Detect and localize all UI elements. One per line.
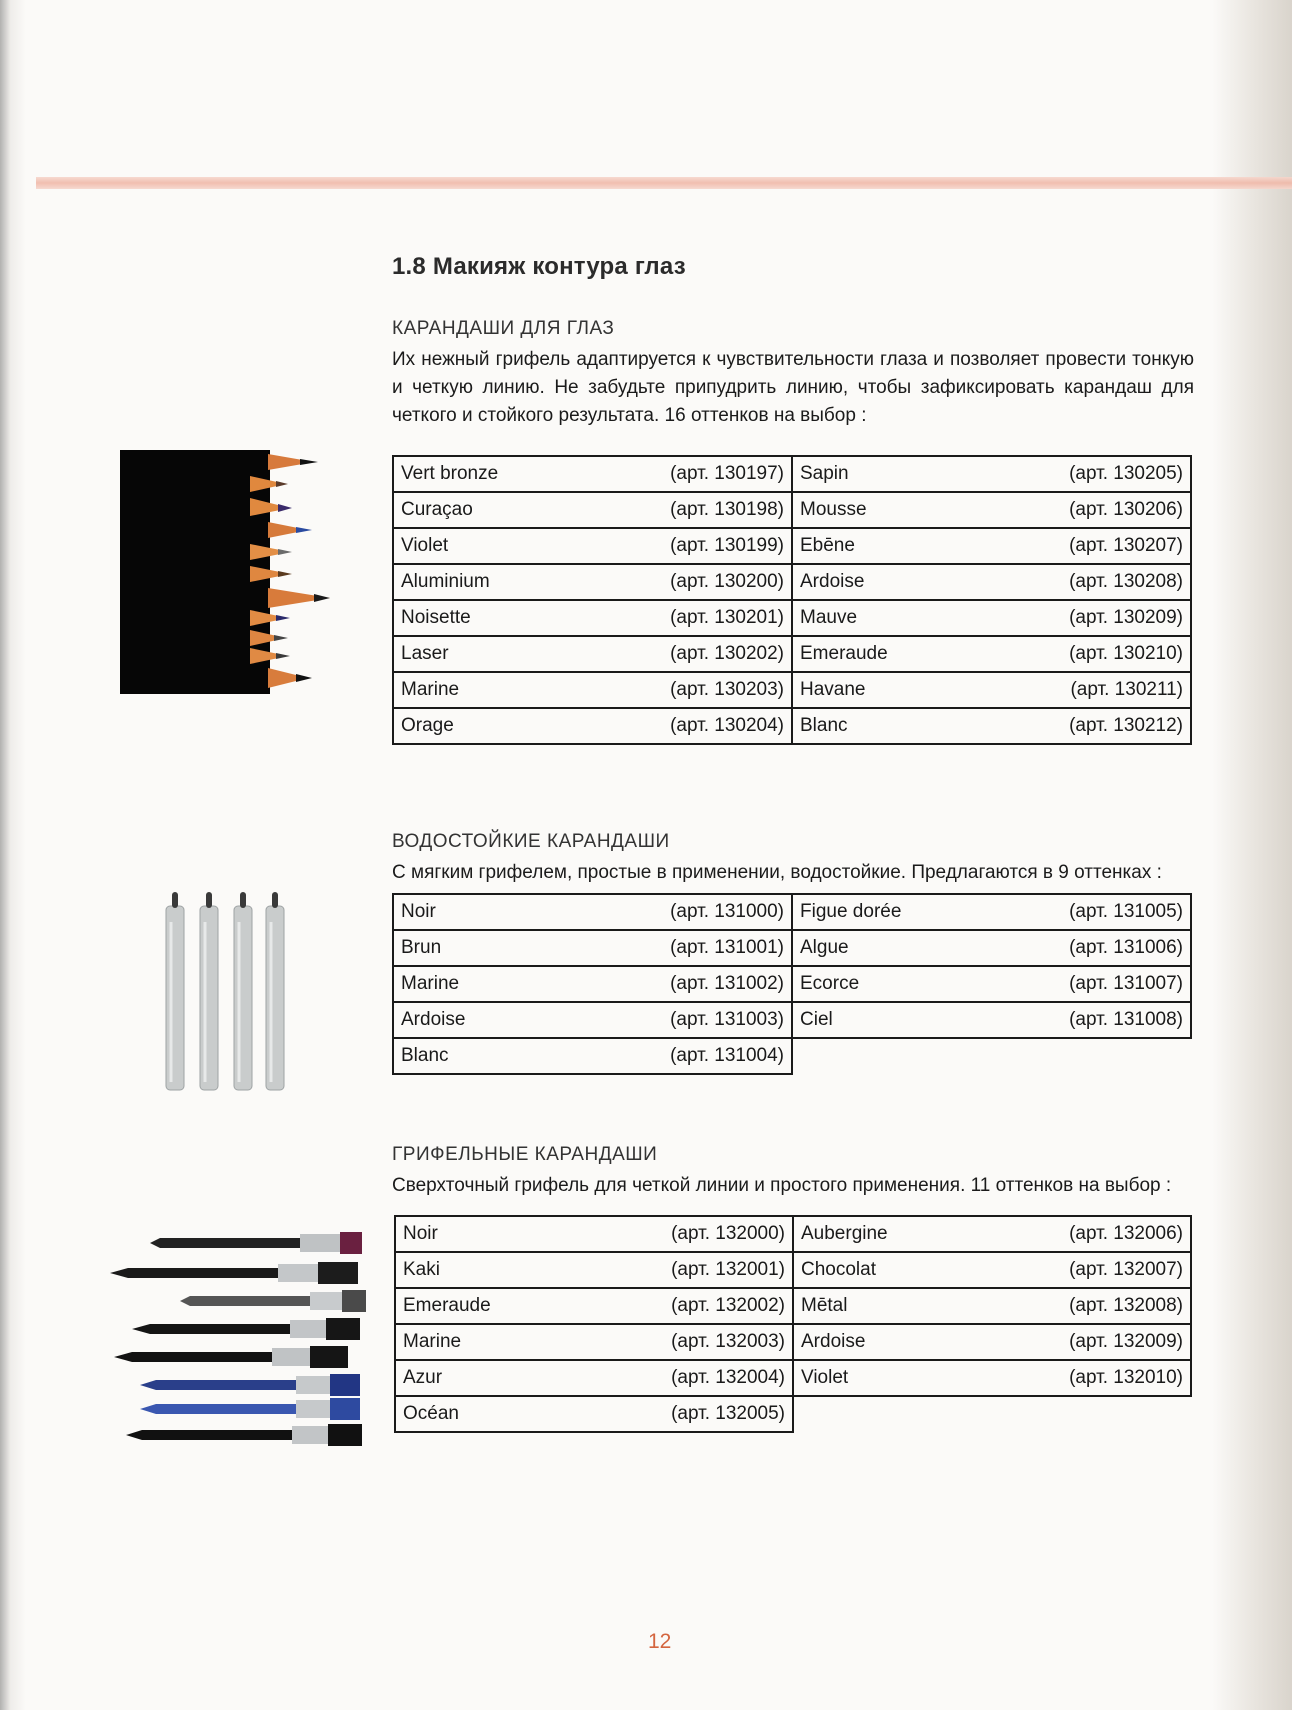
article-number: (арт. 131002)	[670, 973, 784, 994]
eye-pencils-photo	[118, 448, 330, 698]
product-cell	[792, 564, 1191, 600]
article-number: (арт. 132000)	[671, 1223, 785, 1244]
article-number: (арт. 132001)	[671, 1259, 785, 1280]
waterproof-pencils-heading: ВОДОСТОЙКИЕ КАРАНДАШИ	[392, 831, 670, 852]
table-row	[395, 1252, 1191, 1288]
table-row	[393, 600, 1191, 636]
shade-name: Noir	[403, 1223, 438, 1244]
table-row	[395, 1360, 1191, 1396]
shade-name: Mauve	[800, 607, 858, 628]
product-cell	[393, 930, 792, 966]
shade-name: Figue dorée	[800, 901, 902, 922]
product-cell	[792, 672, 1191, 708]
product-cell	[393, 708, 792, 744]
article-number: (арт. 132006)	[1069, 1223, 1183, 1244]
shade-name: Violet	[801, 1367, 849, 1388]
product-cell	[393, 600, 792, 636]
shade-name: Blanc	[800, 715, 848, 736]
header-rule	[36, 177, 1292, 189]
article-number: (арт. 131003)	[670, 1009, 784, 1030]
lead-pencils-heading: ГРИФЕЛЬНЫЕ КАРАНДАШИ	[392, 1144, 658, 1165]
shade-name: Ecorce	[800, 973, 860, 994]
product-cell	[792, 492, 1191, 528]
table-row	[395, 1288, 1191, 1324]
table-row	[395, 1324, 1191, 1360]
lead-pencils-table	[394, 1215, 1192, 1433]
shade-name: Kaki	[403, 1259, 440, 1280]
table-row	[393, 636, 1191, 672]
product-cell	[395, 1324, 793, 1360]
shade-name: Ardoise	[800, 571, 865, 592]
article-number: (арт. 131000)	[670, 901, 784, 922]
shade-name: Orage	[401, 715, 454, 736]
shade-name: Ebēne	[800, 535, 855, 556]
article-number: (арт. 131006)	[1069, 937, 1183, 958]
shade-name: Emeraude	[403, 1295, 491, 1316]
product-cell	[793, 1288, 1191, 1324]
shade-name: Emeraude	[800, 643, 888, 664]
product-cell	[792, 894, 1191, 930]
article-number: (арт. 130209)	[1069, 607, 1183, 628]
article-number: (арт. 132009)	[1069, 1331, 1183, 1352]
shade-name: Aubergine	[801, 1223, 888, 1244]
shade-name: Curaçao	[401, 499, 473, 520]
shade-name: Vert bronze	[401, 463, 499, 484]
shade-name: Blanc	[401, 1045, 449, 1066]
product-cell	[792, 636, 1191, 672]
article-number: (арт. 132004)	[671, 1367, 785, 1388]
product-cell	[792, 528, 1191, 564]
shade-name: Mētal	[801, 1295, 848, 1316]
table-row	[393, 456, 1191, 492]
empty-cell	[792, 1038, 1191, 1074]
article-number: (арт. 130206)	[1069, 499, 1183, 520]
article-number: (арт. 130201)	[670, 607, 784, 628]
table-row	[393, 1002, 1191, 1038]
product-cell	[393, 492, 792, 528]
shade-name: Algue	[800, 937, 849, 958]
article-number: (арт. 130208)	[1069, 571, 1183, 592]
article-number: (арт. 130207)	[1069, 535, 1183, 556]
table-row	[393, 492, 1191, 528]
page-number: 12	[648, 1630, 672, 1653]
table-row	[393, 930, 1191, 966]
eye-pencils-description: Их нежный грифель адаптируется к чувствительности глаза и позволяет провести тонкую и четкую линию. Не забудьте припудрить линию, чтобы зафиксировать карандаш для четкого и стойкого результата. 16 оттенков на выбор :	[392, 349, 1194, 426]
lead-pencils-photo	[110, 1228, 366, 1458]
table-row	[393, 966, 1191, 1002]
shade-name: Sapin	[800, 463, 849, 484]
table-row	[393, 528, 1191, 564]
product-cell	[395, 1252, 793, 1288]
article-number: (арт. 132008)	[1069, 1295, 1183, 1316]
page-fold-shadow-right	[1212, 0, 1292, 1710]
product-cell	[395, 1396, 793, 1432]
shade-name: Noisette	[401, 607, 471, 628]
shade-name: Mousse	[800, 499, 867, 520]
empty-cell	[793, 1396, 1191, 1432]
shade-name: Marine	[401, 973, 460, 994]
article-number: (арт. 130199)	[670, 535, 784, 556]
shade-name: Marine	[403, 1331, 462, 1352]
article-number: (арт. 132007)	[1069, 1259, 1183, 1280]
product-cell	[393, 966, 792, 1002]
eye-pencils-heading: КАРАНДАШИ ДЛЯ ГЛАЗ	[392, 318, 615, 339]
shade-name: Azur	[403, 1367, 443, 1388]
article-number: (арт. 131004)	[670, 1045, 784, 1066]
article-number: (арт. 132003)	[671, 1331, 785, 1352]
product-cell	[393, 1038, 792, 1074]
table-row	[395, 1396, 1191, 1432]
table-row	[393, 894, 1191, 930]
article-number: (арт. 130198)	[670, 499, 784, 520]
waterproof-pencils-photo	[160, 892, 290, 1092]
product-cell	[393, 456, 792, 492]
article-number: (арт. 130205)	[1069, 463, 1183, 484]
article-number: (арт. 132010)	[1069, 1367, 1183, 1388]
product-cell	[395, 1360, 793, 1396]
product-cell	[393, 672, 792, 708]
table-row	[393, 564, 1191, 600]
table-row	[393, 708, 1191, 744]
product-cell	[393, 1002, 792, 1038]
article-number: (арт. 130204)	[670, 715, 784, 736]
product-cell	[395, 1216, 793, 1252]
page-edge-shadow-left	[0, 0, 26, 1710]
table-row	[393, 672, 1191, 708]
shade-name: Océan	[403, 1403, 459, 1424]
shade-name: Chocolat	[801, 1259, 876, 1280]
lead-pencils-description: Сверхточный грифель для четкой линии и простого применения. 11 оттенков на выбор :	[392, 1175, 1172, 1196]
shade-name: Laser	[401, 643, 449, 664]
article-number: (арт. 131005)	[1069, 901, 1183, 922]
article-number: (арт. 130203)	[670, 679, 784, 700]
article-number: (арт. 132002)	[671, 1295, 785, 1316]
product-cell	[393, 894, 792, 930]
section-title: 1.8 Макияж контура глаз	[392, 253, 686, 280]
product-cell	[792, 1002, 1191, 1038]
article-number: (арт. 131007)	[1069, 973, 1183, 994]
article-number: (арт. 130212)	[1069, 715, 1183, 736]
shade-name: Ciel	[800, 1009, 833, 1030]
article-number: (арт. 130200)	[670, 571, 784, 592]
product-cell	[793, 1216, 1191, 1252]
waterproof-pencils-description: С мягким грифелем, простые в применении, водостойкие. Предлагаются в 9 оттенках :	[392, 862, 1162, 883]
product-cell	[793, 1360, 1191, 1396]
product-cell	[393, 636, 792, 672]
product-cell	[393, 528, 792, 564]
article-number: (арт. 131008)	[1069, 1009, 1183, 1030]
article-number: (арт. 130211)	[1070, 679, 1183, 700]
eye-pencils-table	[392, 455, 1192, 745]
article-number: (арт. 132005)	[671, 1403, 785, 1424]
shade-name: Ardoise	[801, 1331, 866, 1352]
shade-name: Marine	[401, 679, 460, 700]
article-number: (арт. 130202)	[670, 643, 784, 664]
product-cell	[393, 564, 792, 600]
shade-name: Ardoise	[401, 1009, 466, 1030]
shade-name: Brun	[401, 937, 442, 958]
shade-name: Noir	[401, 901, 436, 922]
product-cell	[793, 1252, 1191, 1288]
product-cell	[792, 456, 1191, 492]
product-cell	[395, 1288, 793, 1324]
product-cell	[792, 600, 1191, 636]
product-cell	[792, 708, 1191, 744]
product-cell	[792, 930, 1191, 966]
article-number: (арт. 130197)	[670, 463, 784, 484]
shade-name: Havane	[800, 679, 866, 700]
waterproof-pencils-table	[392, 893, 1192, 1075]
product-cell	[792, 966, 1191, 1002]
mechanical-pencil-icon	[110, 1232, 366, 1446]
pencil-tip-icon	[250, 454, 330, 688]
article-number: (арт. 130210)	[1069, 643, 1183, 664]
retractable-pencil-icon	[166, 906, 284, 1090]
table-row	[395, 1216, 1191, 1252]
shade-name: Aluminium	[401, 571, 490, 592]
article-number: (арт. 131001)	[670, 937, 784, 958]
shade-name: Violet	[401, 535, 449, 556]
product-cell	[793, 1324, 1191, 1360]
table-row	[393, 1038, 1191, 1074]
